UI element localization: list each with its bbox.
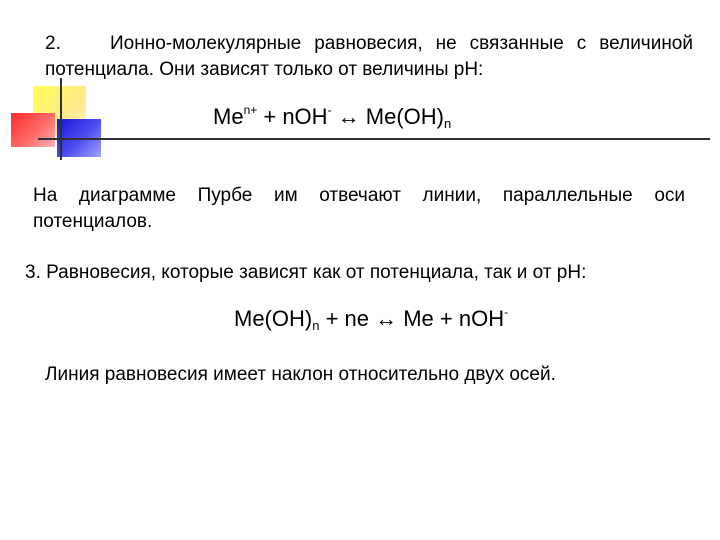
formula-term: Me xyxy=(213,104,244,129)
red-square-decoration xyxy=(11,113,55,147)
equilibrium-arrow: ↔ xyxy=(331,104,366,129)
formula-term: Me(OH) xyxy=(234,306,313,331)
paragraph-text: Ионно-молекулярные равновесия, не связанные с величиной потенциала. Они зависят только от величины рН: xyxy=(45,33,693,80)
horizontal-rule xyxy=(38,138,710,140)
paragraph-equilibrium-line-slope: Линия равновесия имеет наклон относительно двух осей. xyxy=(45,364,556,385)
equilibrium-arrow: ↔ xyxy=(375,306,398,331)
formula-superscript: n+ xyxy=(243,103,258,117)
paragraph-pourbaix-lines: На диаграмме Пурбе им отвечают линии, параллельные оси потенциалов. xyxy=(33,185,685,232)
formula-term: Me + nOH xyxy=(397,306,505,331)
paragraph-potential-and-ph-equilibria: 3. Равновесия, которые зависят как от потенциала, так и от рН: xyxy=(25,262,587,283)
formula-term: + ne xyxy=(319,306,376,331)
formula-redox-equilibrium xyxy=(234,305,508,333)
formula-superscript: - xyxy=(504,305,509,319)
formula-term: Me(OH) xyxy=(365,104,445,129)
item-number: 2. xyxy=(45,33,61,54)
formula-hydroxide-equilibrium xyxy=(213,103,451,131)
formula-subscript: n xyxy=(312,318,320,333)
formula-superscript: - xyxy=(327,103,332,117)
paragraph-ion-molecular-equilibria xyxy=(45,31,693,83)
vertical-rule xyxy=(60,78,62,160)
formula-term: + nOH xyxy=(257,104,328,129)
formula-subscript: n xyxy=(444,116,452,131)
